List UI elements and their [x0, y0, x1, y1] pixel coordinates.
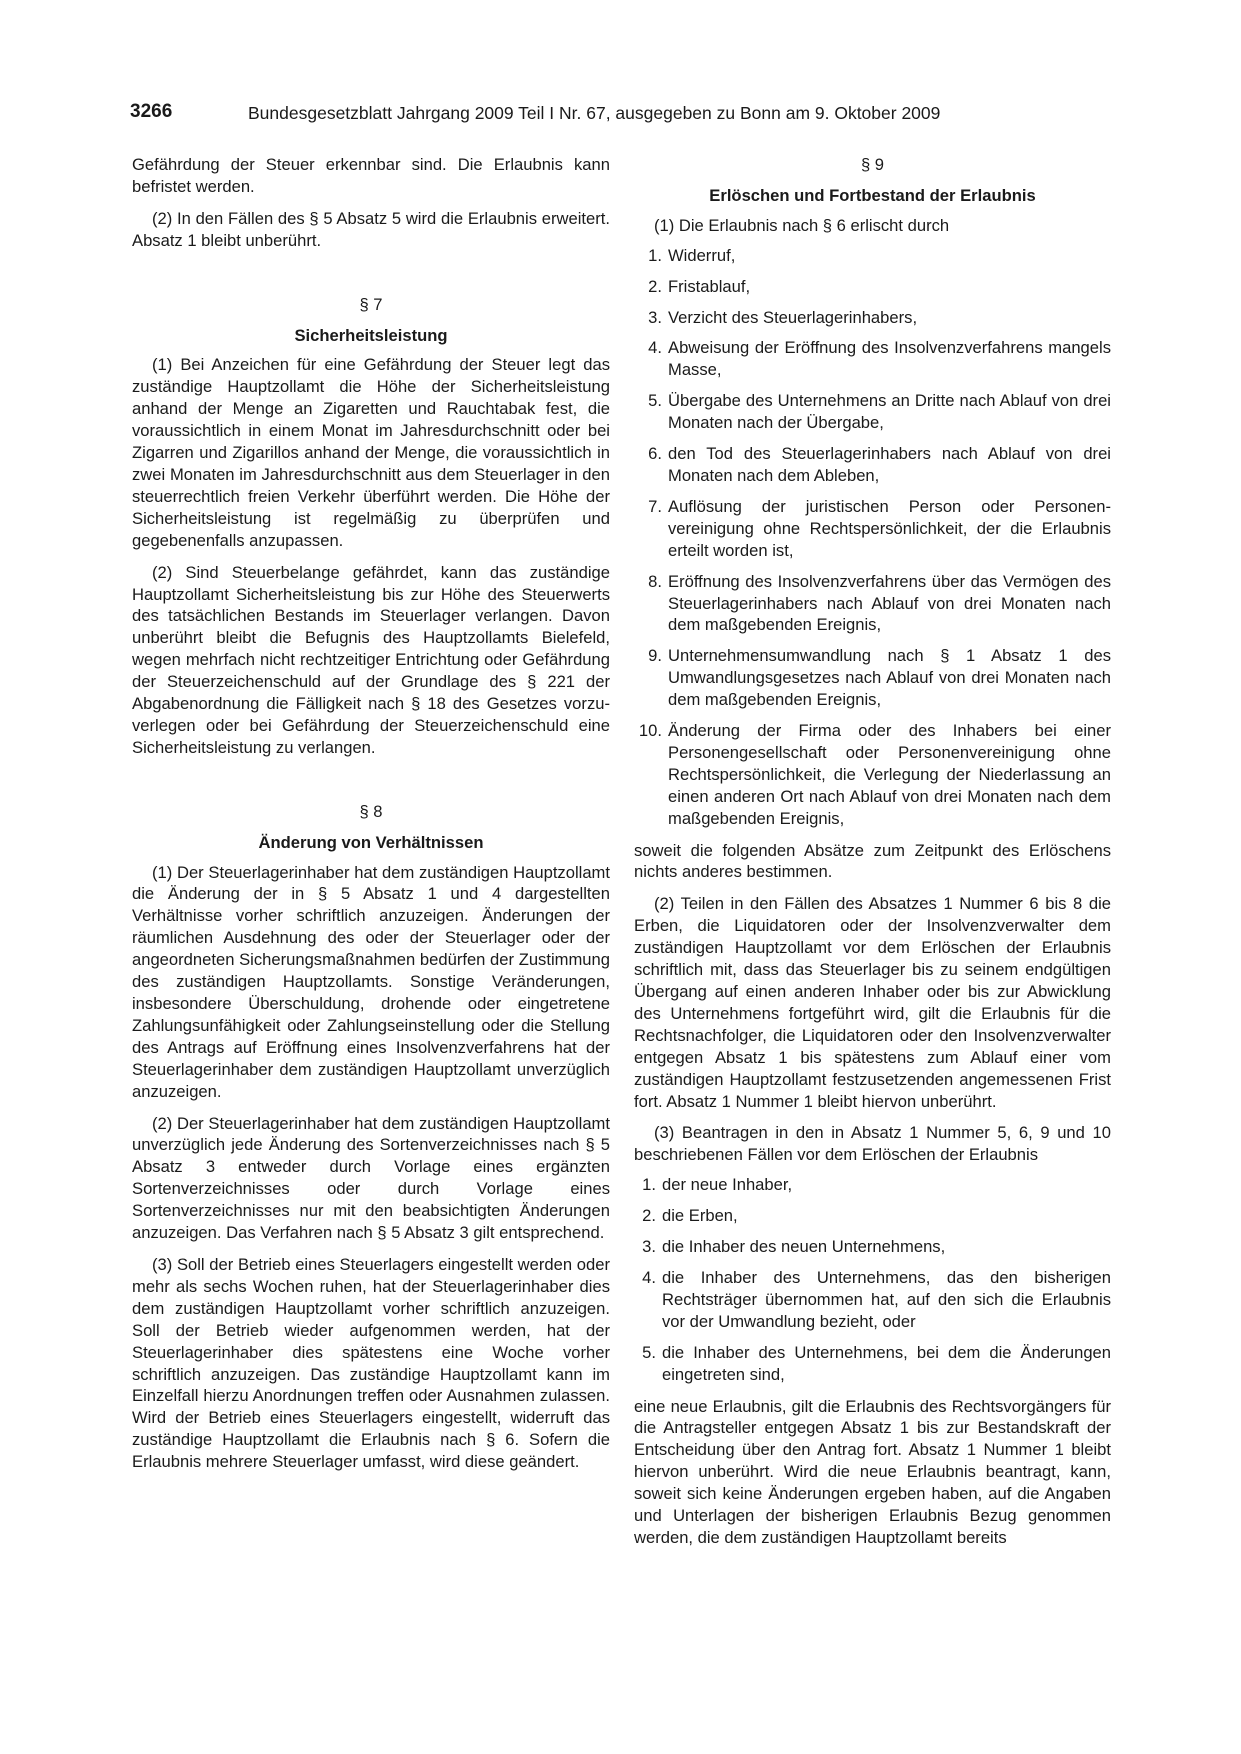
paragraph-7-2: (2) Sind Steuerbelange gefährdet, kann das zuständige Hauptzollamt Sicherheitsleistung bis zur Höhe des Steuerwerts des tatsächlichen Bestands im Steuerlager verlangen. Davon unberührt bleibt die Befugnis des Hauptzollamts Bielefeld, wegen mehrfach nicht rechtzeitiger Entrichtung oder Gefährdung der Steuerzeichenschuld auf der Grundlage des § 221 der Abgabenordnung die Fälligkeit nach § 18 des Gesetzes vorzuverlegen oder bei Gefährdung der Steuerzeichenschuld eine Sicherheitsleistung zu verlangen.	[132, 562, 610, 757]
list-item-number: 4.	[648, 338, 662, 358]
list-item-text: Verzicht des Steuerlagerinhabers,	[668, 307, 918, 327]
paragraph-6-2: (2) In den Fällen des § 5 Absatz 5 wird die Erlaubnis erweitert. Absatz 1 bleibt unberührt.	[132, 208, 610, 250]
list-item	[634, 571, 1111, 637]
list-item	[634, 496, 1111, 562]
section-9-title: Erlöschen und Fortbestand der Erlaubnis	[709, 185, 1036, 205]
list-item	[634, 245, 1111, 267]
paragraph-8-3: (3) Soll der Betrieb eines Steuerlagers eingestellt werden oder mehr als sechs Wochen ruhen, hat der Steuerlagerinhaber dies dem zuständigen Hauptzollamt vorher schriftlich anzuzeigen. Soll der Betrieb wieder aufgenommen werden, hat der Steuerlagerinhaber dies spätestens eine Woche vorher schriftlich anzuzeigen. Das zuständige Hauptzollamt kann im Einzelfall hierzu Anordnungen treffen oder Ausnahmen zulassen. Wird der Betrieb eines Steuerlagers eingestellt, widerruft das zuständige Hauptzollamt die Erlaubnis nach § 6. Sofern die Erlaubnis mehrere Steuerlager umfasst, wird diese geändert.	[132, 1254, 610, 1472]
list-item-text: Fristablauf,	[668, 276, 751, 296]
paragraph-9-3-intro: (3) Beantragen in den in Absatz 1 Nummer 5, 6, 9 und 10 beschriebenen Fällen vor dem Erlöschen der Erlaubnis	[634, 1123, 1111, 1165]
paragraph-9-1-outro: soweit die folgenden Absätze zum Zeitpunkt des Erlöschens nichts anderes bestimmen.	[634, 840, 1111, 882]
running-title: Bundesgesetzblatt Jahrgang 2009 Teil I Nr. 67, ausgegeben zu Bonn am 9. Oktober 2009	[248, 103, 941, 123]
list-item	[634, 1205, 1111, 1227]
section-7-title: Sicherheitsleistung	[294, 325, 448, 345]
list-item-text: Abweisung der Eröffnung des Insolvenzverfahrens mangels Masse,	[668, 338, 1111, 380]
list-item	[634, 645, 1111, 711]
list-9-3	[634, 1174, 1111, 1385]
list-item	[634, 307, 1111, 329]
list-item-number: 6.	[648, 444, 662, 464]
list-item-number: 1.	[648, 245, 662, 265]
paragraph-7-1: (1) Bei Anzeichen für eine Gefährdung der Steuer legt das zuständige Hauptzollamt die Höhe der Sicherheitsleistung anhand der Menge an Zigaretten und Rauchtabak fest, die voraussichtlich in einem Monat im Jahresdurchschnitt oder bei Zigarren und Zigarillos anhand der Menge, die voraussichtlich in zwei Monaten im Jahresdurchschnitt aus dem Steuerlager in den steuerrechtlich freien Verkehr überführt werden. Die Höhe der Sicherheitsleistung ist regelmäßig zu überprüfen und gegebenenfalls anzupassen.	[132, 355, 610, 550]
section-9-number: § 9	[860, 155, 885, 174]
right-column	[634, 154, 1111, 1559]
list-item-number: 2.	[648, 276, 662, 296]
list-item-text: Auflösung der juristischen Person oder Personenvereinigung ohne Rechtspersönlichkeit, der die Erlaubnis erteilt worden ist,	[668, 496, 1111, 560]
list-item-number: 5.	[642, 1342, 656, 1362]
paragraph-9-3-outro: eine neue Erlaubnis, gilt die Erlaubnis des Rechtsvorgängers für die Antragsteller entgegen Absatz 1 bis zur Bestandskraft der Entscheidung über den Antrag fort. Absatz 1 Nummer 1 bleibt hiervon unberührt. Wird die neue Erlaubnis beantragt, kann, soweit sich keine Änderungen ergeben haben, auf die Angaben und Unterlagen der bisherigen Erlaubnis Bezug genommen werden, die dem zuständigen Hauptzollamt bereits	[634, 1396, 1111, 1547]
list-item-number: 7.	[648, 496, 662, 516]
paragraph-8-1: (1) Der Steuerlagerinhaber hat dem zuständigen Hauptzollamt die Änderung der in § 5 Absatz 1 und 4 dargestellten Verhältnisse vorher schriftlich anzuzeigen. Änderungen der räumlichen Ausdehnung des oder der Steuerlager oder der angeordneten Sicherungsmaßnahmen bedürfen der Zustimmung des zuständigen Hauptzollamts. Sonstige Veränderungen, insbesondere Überschuldung, drohende oder eingetretene Zahlungsunfähigkeit oder Zahlungseinstellung oder die Stellung des Antrags auf Eröffnung eines Insolvenzverfahrens hat der Steuerlagerinhaber dem zuständigen Hauptzollamt unverzüglich anzuzeigen.	[132, 862, 610, 1101]
paragraph-9-1-intro: (1) Die Erlaubnis nach § 6 erlischt durch	[654, 215, 950, 235]
list-item-number: 5.	[648, 391, 662, 411]
list-item-number: 8.	[648, 571, 662, 591]
page-number: 3266	[130, 101, 173, 122]
list-item-text: Eröffnung des Insolvenzverfahrens über das Vermögen des Steuerlagerinhabers nach Ablauf von drei Monaten nach dem maßgebenden Ereignis,	[668, 571, 1111, 635]
list-item	[634, 390, 1111, 434]
list-item-number: 10.	[638, 721, 662, 741]
list-item-text: der neue Inhaber,	[662, 1175, 793, 1195]
list-item	[634, 1174, 1111, 1196]
paragraph-continuation: Gefährdung der Steuer erkennbar sind. Die Erlaubnis kann befristet werden.	[132, 155, 610, 196]
list-item	[634, 720, 1111, 830]
list-item-text: die Inhaber des neuen Unternehmens,	[662, 1237, 946, 1257]
list-item	[634, 1267, 1111, 1333]
list-item-number: 2.	[642, 1206, 656, 1226]
list-9-1	[634, 245, 1111, 830]
list-item-number: 4.	[642, 1267, 656, 1287]
list-item-text: den Tod des Steuerlagerinhabers nach Ablauf von drei Monaten nach dem Ableben,	[668, 444, 1111, 485]
list-item	[634, 337, 1111, 381]
list-item-text: Unternehmensumwandlung nach § 1 Absatz 1 des Umwandlungsgesetzes nach Ablauf von drei Monaten nach dem maßgebenden Ereignis,	[668, 646, 1111, 710]
list-item-number: 3.	[642, 1237, 656, 1257]
list-item-text: Übergabe des Unternehmens an Dritte nach Ablauf von drei Monaten nach der Übergabe,	[668, 391, 1111, 433]
list-item-text: die Erben,	[662, 1206, 738, 1226]
list-item-number: 9.	[648, 646, 662, 666]
list-item-text: die Inhaber des Unternehmens, bei dem die Änderungen eingetreten sind,	[662, 1342, 1111, 1384]
section-7-number: § 7	[359, 294, 383, 314]
paragraph-9-2: (2) Teilen in den Fällen des Absatzes 1 Nummer 6 bis 8 die Erben, die Liquidatoren oder der Insolvenzverwalter dem zuständigen Hauptzollamt vor dem Erlöschen der Erlaubnis schriftlich mit, dass das Steuerlager bis zu seinem endgültigen Übergang auf einen anderen Inhaber oder bis zur Abwicklung des Unternehmens fortgeführt wird, gilt die Erlaubnis für die Rechtsnachfolger, die Liquidatoren oder den Insolvenzverwalter entgegen Absatz 1 bis spätestens zum Ablauf einer vom zuständigen Hauptzollamt festzusetzenden angemessenen Frist fort. Absatz 1 Nummer 1 bleibt hiervon unberührt.	[634, 894, 1111, 1111]
list-item	[634, 443, 1111, 487]
list-item	[634, 1236, 1111, 1258]
list-item	[634, 276, 1111, 298]
section-8-title: Änderung von Verhältnissen	[258, 832, 484, 852]
list-item-text: Widerruf,	[668, 245, 736, 265]
list-item-text: Änderung der Firma oder des Inhabers bei einer Personengesellschaft oder Personenvereinigung ohne Rechtspersönlichkeit, die Verlegung der Niederlassung an einen anderen Ort nach Ablauf von drei Monaten nach dem maßgebenden Ereignis,	[668, 721, 1111, 828]
list-item-number: 3.	[648, 307, 662, 327]
list-item	[634, 1342, 1111, 1386]
list-item-number: 1.	[642, 1175, 656, 1195]
paragraph-8-2: (2) Der Steuerlagerinhaber hat dem zuständigen Hauptzollamt unverzüglich jede Änderung des Sortenverzeichnisses nach § 5 Absatz 3 entweder durch Vorlage eines ergänzten Sortenverzeichnisses oder durch Vorlage eines Sortenverzeichnisses nur mit den beabsichtigten Änderungen anzuzeigen. Das Verfahren nach § 5 Absatz 3 gilt entsprechend.	[132, 1113, 610, 1243]
left-column	[132, 154, 610, 1483]
section-8-number: § 8	[359, 801, 383, 821]
list-item-text: die Inhaber des Unternehmens, das den bisherigen Rechtsträger übernommen hat, auf den sich die Erlaubnis vor der Umwandlung bezieht, oder	[662, 1267, 1111, 1331]
